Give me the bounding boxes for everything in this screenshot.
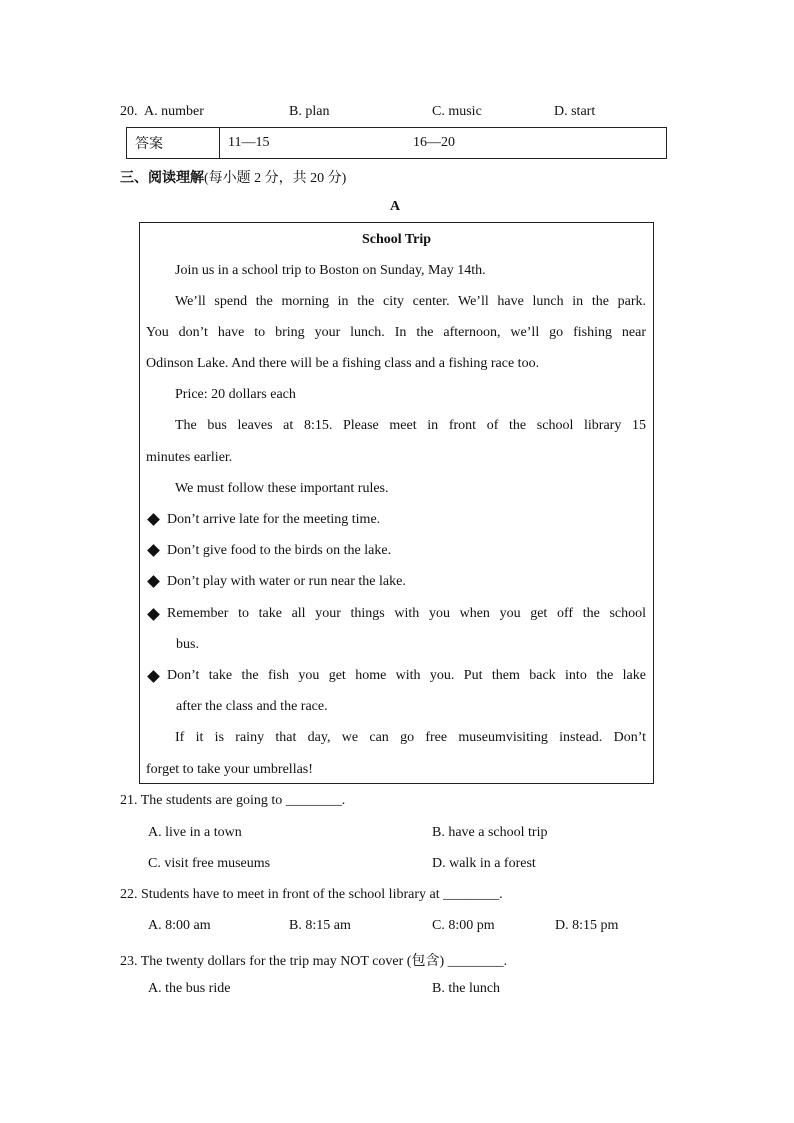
question-22-option-a: A. 8:00 am — [148, 918, 211, 933]
question-23-stem: 23. The twenty dollars for the trip may NOT cover (包含) ________. — [120, 954, 508, 969]
diamond-bullet-icon — [147, 544, 160, 557]
section-header — [120, 167, 346, 187]
diamond-bullet-icon — [147, 608, 160, 621]
rule-4-text-line2: bus. — [176, 637, 199, 652]
section-title: 三、阅读理解 — [120, 170, 204, 186]
diamond-bullet-icon — [147, 513, 160, 526]
question-21-option-d: D. walk in a forest — [432, 856, 536, 871]
rule-2-text: Don’t give food to the birds on the lake. — [167, 543, 392, 558]
rule-4-text-line1: Remember to take all your things with you when you get off the school — [167, 606, 646, 621]
question-22-option-c: C. 8:00 pm — [432, 918, 495, 933]
question-23-option-b: B. the lunch — [432, 981, 501, 996]
rule-5-text-line2: after the class and the race. — [176, 699, 328, 714]
passage-p4-line2: forget to take your umbrellas! — [146, 762, 313, 777]
passage-p3-line2: minutes earlier. — [146, 450, 233, 465]
question-21-stem: 21. The students are going to ________. — [120, 793, 346, 808]
passage-p2-line2: You don’t have to bring your lunch. In the afternoon, we’ll go fishing near — [146, 325, 646, 340]
question-20-number: 20. — [120, 104, 138, 119]
passage-p2-line3: Odinson Lake. And there will be a fishing class and a fishing race too. — [146, 356, 540, 371]
diamond-bullet-icon — [147, 575, 160, 588]
rule-2 — [146, 543, 646, 559]
answer-table-label: 答案 — [127, 128, 220, 159]
rule-3 — [146, 574, 646, 590]
question-20-option-a: A. number — [144, 104, 204, 119]
passage-p4-line1: If it is rainy that day, we can go free museumvisiting instead. Don’t — [175, 730, 646, 745]
passage-letter: A — [390, 199, 401, 214]
answer-table-cell[interactable] — [220, 128, 667, 159]
question-21-option-a: A. live in a town — [148, 825, 242, 840]
rule-1-text: Don’t arrive late for the meeting time. — [167, 512, 381, 527]
passage-price: Price: 20 dollars each — [175, 387, 296, 402]
passage-p1: Join us in a school trip to Boston on Sunday, May 14th. — [175, 263, 486, 278]
rule-5 — [146, 668, 646, 686]
rule-5-text-line1: Don’t take the fish you get home with you. Put them back into the lake — [167, 668, 646, 683]
question-21-option-b: B. have a school trip — [432, 825, 548, 840]
question-22-option-b: B. 8:15 am — [289, 918, 351, 933]
question-22-stem: 22. Students have to meet in front of the school library at ________. — [120, 887, 503, 902]
passage-box — [139, 222, 654, 784]
rule-4 — [146, 606, 646, 624]
section-note: (每小题 2 分，共 20 分) — [204, 171, 347, 186]
question-23-option-a: A. the bus ride — [148, 981, 231, 996]
question-22-option-d: D. 8:15 pm — [555, 918, 619, 933]
passage-p2-line1: We’ll spend the morning in the city center. We’ll have lunch in the park. — [175, 294, 646, 309]
passage-title: School Trip — [361, 232, 432, 247]
question-20 — [120, 104, 680, 122]
passage-p3-line1: The bus leaves at 8:15. Please meet in front of the school library 15 — [175, 418, 646, 433]
passage-rules-intro: We must follow these important rules. — [175, 481, 389, 496]
diamond-bullet-icon — [147, 670, 160, 683]
rule-1 — [146, 512, 646, 528]
question-21-option-c: C. visit free museums — [148, 856, 271, 871]
answer-range-11-15: 11—15 — [228, 135, 270, 150]
answer-table — [126, 127, 667, 159]
question-20-option-b: B. plan — [289, 104, 330, 119]
answer-range-16-20: 16—20 — [412, 135, 455, 150]
question-20-option-d: D. start — [554, 104, 596, 119]
question-20-option-c: C. music — [432, 104, 482, 119]
rule-3-text: Don’t play with water or run near the lake. — [167, 574, 406, 589]
